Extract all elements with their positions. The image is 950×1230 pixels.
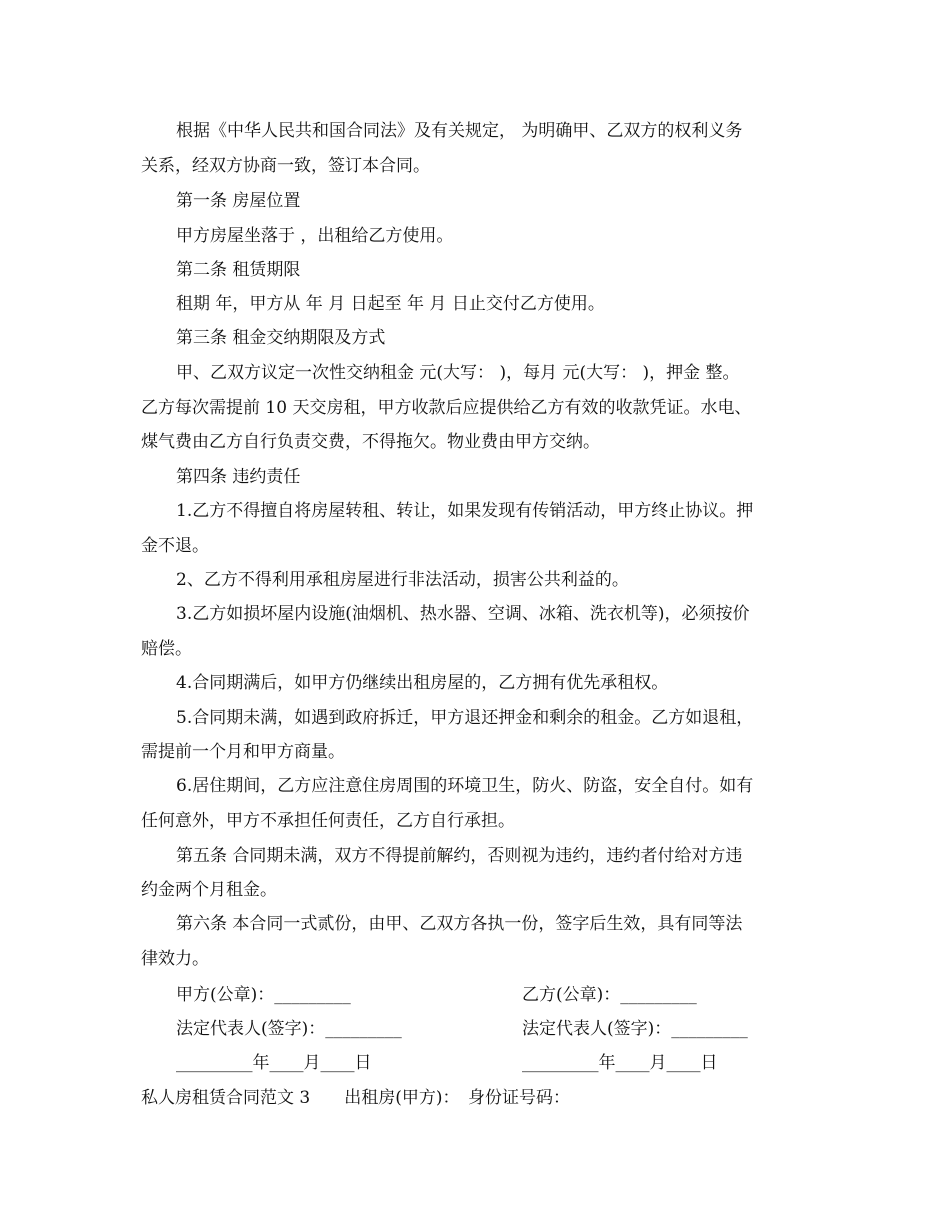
paragraph-line: 甲、乙双方议定一次性交纳租金 元(大写： )，每月 元(大写： )，押金 整。 bbox=[176, 363, 740, 383]
clause-line: 4.合同期满后，如甲方仍继续出租房屋的，乙方拥有优先承租权。 bbox=[176, 673, 669, 693]
party-a-date: _________年____月____日 bbox=[176, 1053, 372, 1073]
article-line: 律效力。 bbox=[141, 949, 209, 969]
clause-line: 金不退。 bbox=[141, 536, 209, 556]
article-line: 第五条 合同期未满，双方不得提前解约，否则视为违约，违约者付给对方违 bbox=[176, 846, 743, 866]
clause-line: 2、乙方不得利用承租房屋进行非法活动，损害公共利益的。 bbox=[176, 570, 629, 590]
article-line: 第六条 本合同一式贰份，由甲、乙双方各执一份，签字后生效，具有同等法 bbox=[176, 914, 743, 934]
article-line: 约金两个月租金。 bbox=[141, 880, 277, 900]
party-b-representative: 法定代表人(签字)：_________ bbox=[522, 1019, 748, 1039]
paragraph-line: 租期 年，甲方从 年 月 日起至 年 月 日止交付乙方使用。 bbox=[176, 294, 605, 314]
party-b-date: _________年____月____日 bbox=[522, 1053, 718, 1073]
clause-line: 3.乙方如损坏屋内设施(油烟机、热水器、空调、冰箱、洗衣机等)，必须按价 bbox=[176, 604, 750, 624]
next-section-heading: 私人房租赁合同范文 3 出租房(甲方)： 身份证号码： bbox=[141, 1088, 570, 1108]
clause-line: 需提前一个月和甲方商量。 bbox=[141, 742, 345, 762]
clause-line: 5.合同期未满，如遇到政府拆迁，甲方退还押金和剩余的租金。乙方如退租， bbox=[176, 708, 754, 728]
clause-line: 赔偿。 bbox=[141, 639, 192, 659]
paragraph-line: 根据《中华人民共和国合同法》及有关规定， 为明确甲、乙双方的权利义务 bbox=[176, 121, 743, 141]
party-a-representative: 法定代表人(签字)：_________ bbox=[176, 1019, 402, 1039]
paragraph-line: 关系，经双方协商一致，签订本合同。 bbox=[141, 156, 430, 176]
paragraph-line: 乙方每次需提前 10 天交房租，甲方收款后应提供给乙方有效的收款凭证。水电、 bbox=[141, 398, 752, 418]
party-b-seal: 乙方(公章)：_________ bbox=[522, 985, 697, 1005]
clause-line: 6.居住期间，乙方应注意住房周围的环境卫生，防火、防盗，安全自付。如有 bbox=[176, 776, 754, 796]
paragraph-line: 煤气费由乙方自行负责交费，不得拖欠。物业费由甲方交纳。 bbox=[141, 432, 600, 452]
paragraph-line: 甲方房屋坐落于 ，出租给乙方使用。 bbox=[176, 226, 454, 246]
article-heading: 第四条 违约责任 bbox=[176, 467, 301, 487]
clause-line: 1.乙方不得擅自将房屋转租、转让，如果发现有传销活动，甲方终止协议。押 bbox=[176, 501, 754, 521]
article-heading: 第一条 房屋位置 bbox=[176, 191, 301, 211]
article-heading: 第二条 租赁期限 bbox=[176, 260, 301, 280]
article-heading: 第三条 租金交纳期限及方式 bbox=[176, 328, 386, 348]
party-a-seal: 甲方(公章)：_________ bbox=[176, 985, 351, 1005]
clause-line: 任何意外，甲方不承担任何责任，乙方自行承担。 bbox=[141, 811, 515, 831]
